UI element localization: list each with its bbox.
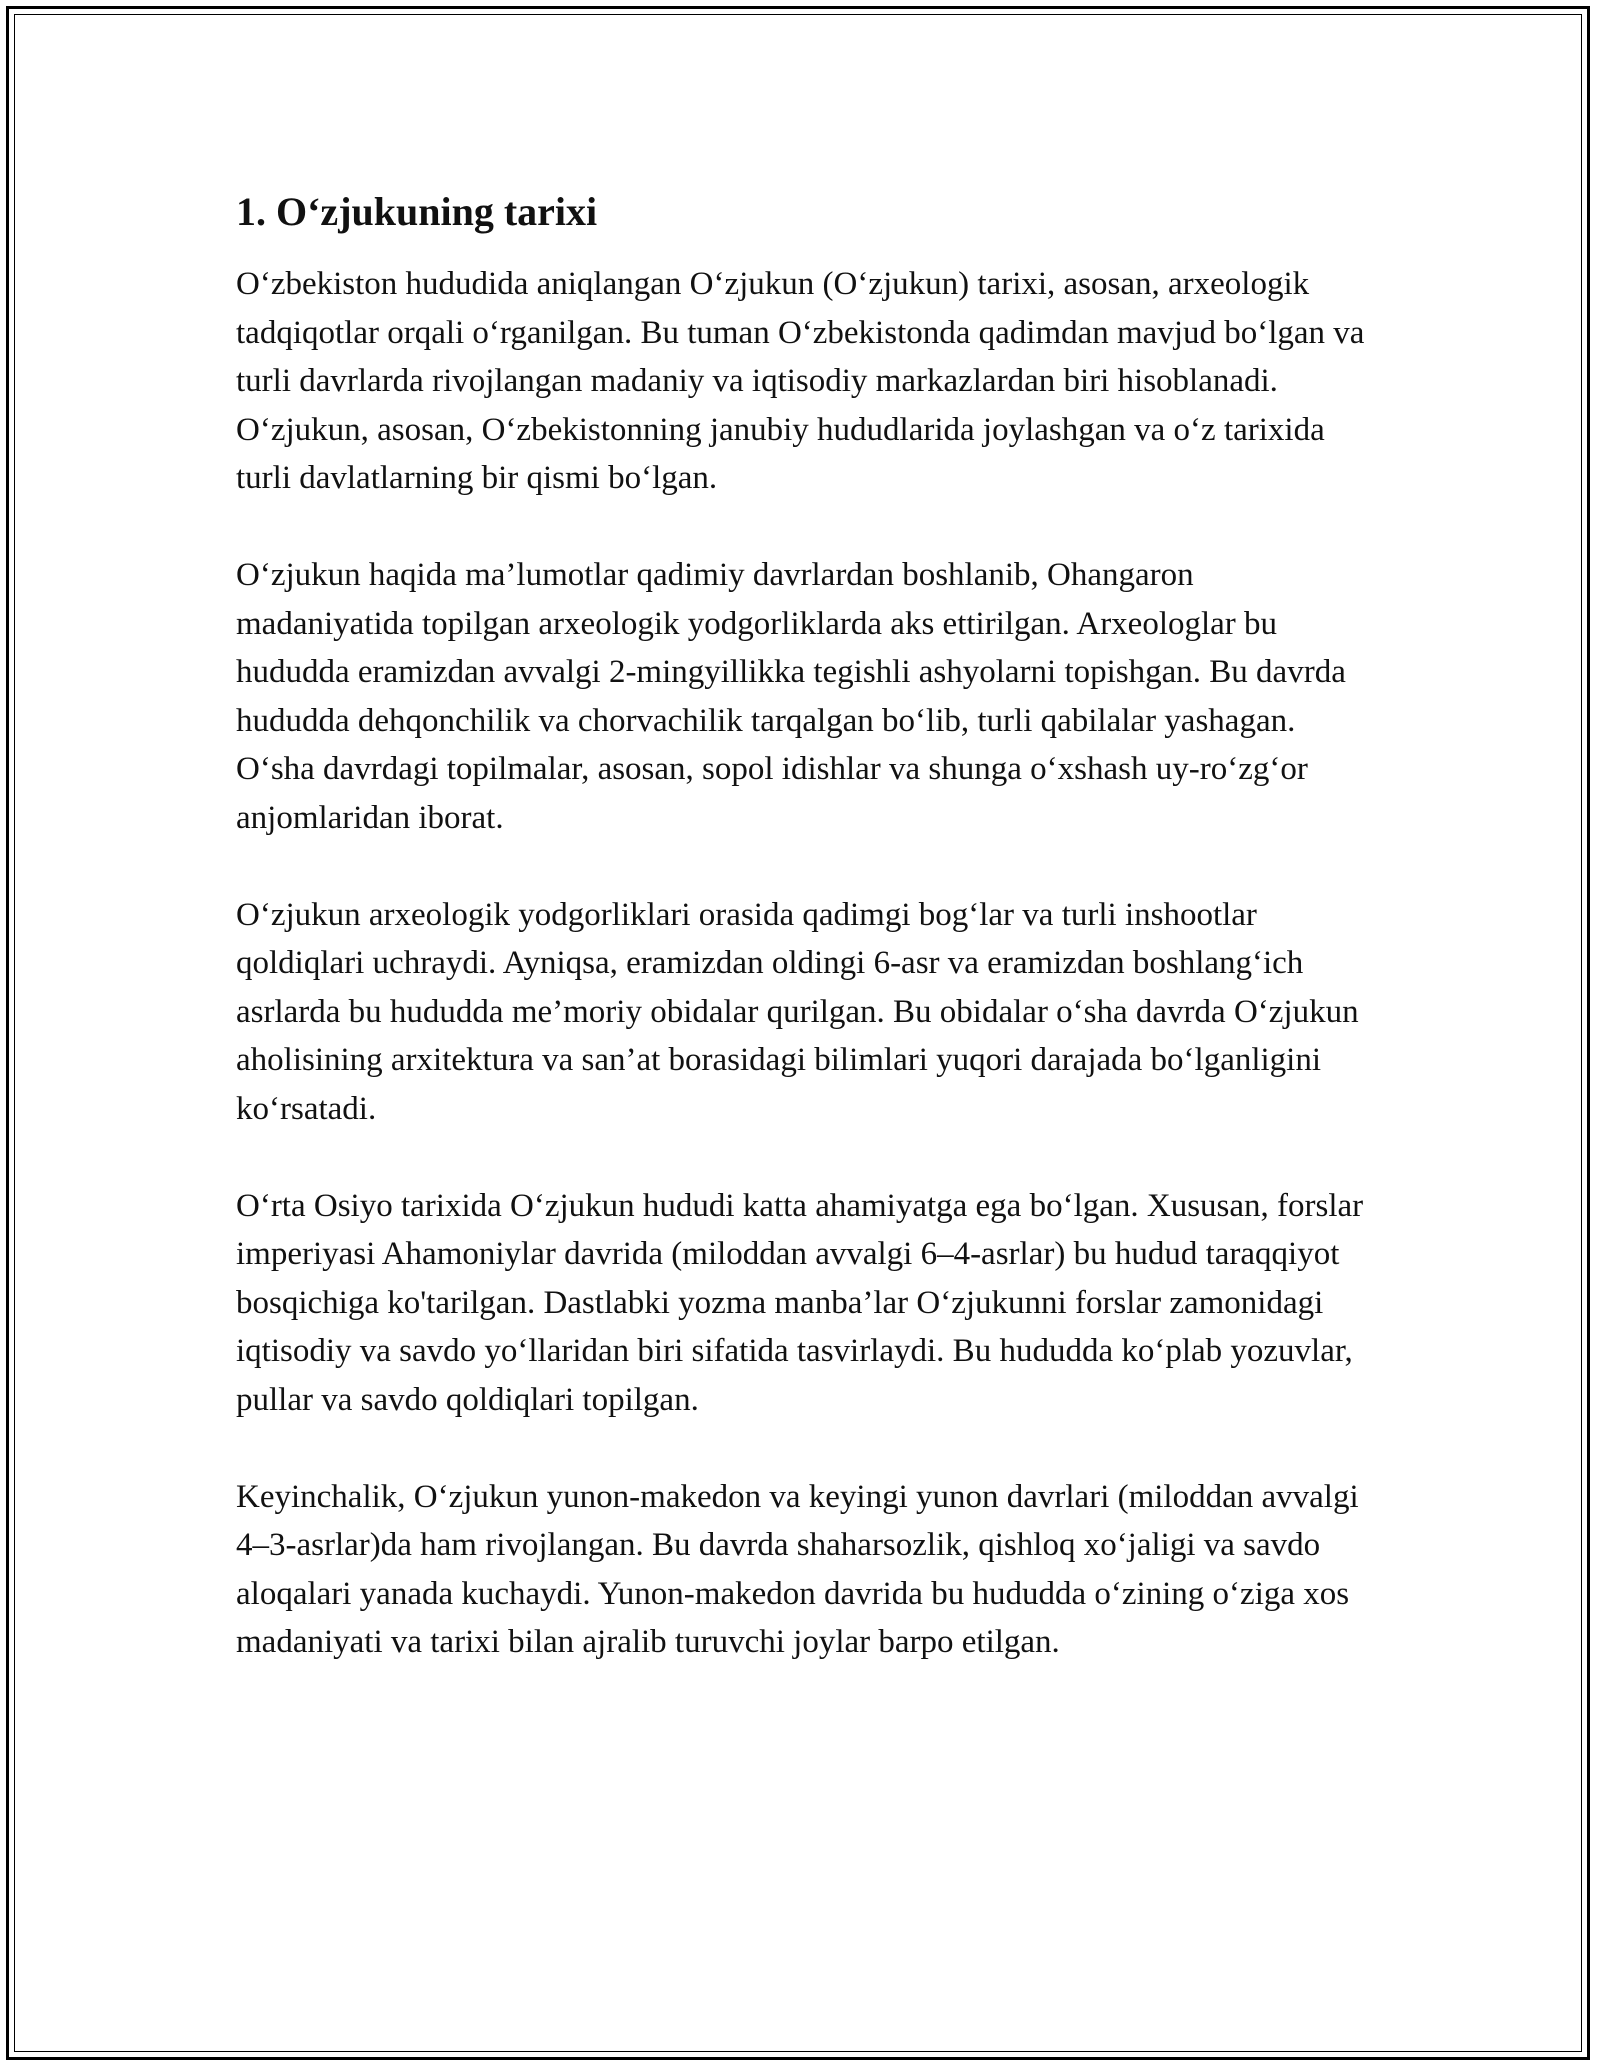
paragraph-5: Keyinchalik, O‘zjukun yunon-makedon va keyingi yunon davrlari (miloddan avvalgi 4–3-asrlar)da ham rivojlangan. Bu davrda shaharsozlik, qishloq xo‘jaligi va savdo aloqalari yanada kuchaydi. Yunon-makedon davrida bu hududda o‘zining o‘ziga xos madaniyati va tarixi bilan ajralib turuvchi joylar barpo etilgan. — [236, 1478, 1359, 1660]
section-heading: 1. O‘zjukuning tarixi — [236, 189, 598, 234]
paragraph-4: O‘rta Osiyo tarixida O‘zjukun hududi katta ahamiyatga ega bo‘lgan. Xususan, forslar imperiyasi Ahamoniylar davrida (miloddan avvalgi 6–4-asrlar) bu hudud taraqqiyot bosqichiga ko'tarilgan. Dastlabki yozma manba’lar O‘zjukunni forslar zamonidagi iqtisodiy va savdo yo‘llaridan biri sifatida tasvirlaydi. Bu hududda ko‘plab yozuvlar, pullar va savdo qoldiqlari topilgan. — [236, 1187, 1364, 1418]
paragraph-2: O‘zjukun haqida ma’lumotlar qadimiy davrlardan boshlanib, Ohangaron madaniyatida topilgan arxeologik yodgorliklarda aks ettirilgan. Arxeologlar bu hududda eramizdan avvalgi 2-mingyillikka tegishli ashyolarni topishgan. Bu davrda hududda dehqonchilik va chorvachilik tarqalgan bo‘lib, turli qabilalar yashagan. O‘sha davrdagi topilmalar, asosan, sopol idishlar va shunga o‘xshash uy-ro‘zg‘or anjomlaridan iborat. — [236, 557, 1346, 836]
paragraph-3: O‘zjukun arxeologik yodgorliklari orasida qadimgi bog‘lar va turli inshootlar qoldiqlari uchraydi. Ayniqsa, eramizdan oldingi 6-asr va eramizdan boshlang‘ich asrlarda bu hududda me’moriy obidalar qurilgan. Bu obidalar o‘sha davrda O‘zjukun aholisining arxitektura va san’at borasidagi bilimlari yuqori darajada bo‘lganligini ko‘rsatadi. — [236, 896, 1359, 1127]
document-body — [236, 184, 1376, 1715]
paragraph-1: O‘zbekiston hududida aniqlangan O‘zjukun (O‘zjukun) tarixi, asosan, arxeologik tadqiqotlar orqali o‘rganilgan. Bu tuman O‘zbekistonda qadimdan mavjud bo‘lgan va turli davrlarda rivojlangan madaniy va iqtisodiy markazlardan biri hisoblanadi. O‘zjukun, asosan, O‘zbekistonning janubiy hududlarida joylashgan va o‘z tarixida turli davlatlarning bir qismi bo‘lgan. — [236, 266, 1365, 496]
